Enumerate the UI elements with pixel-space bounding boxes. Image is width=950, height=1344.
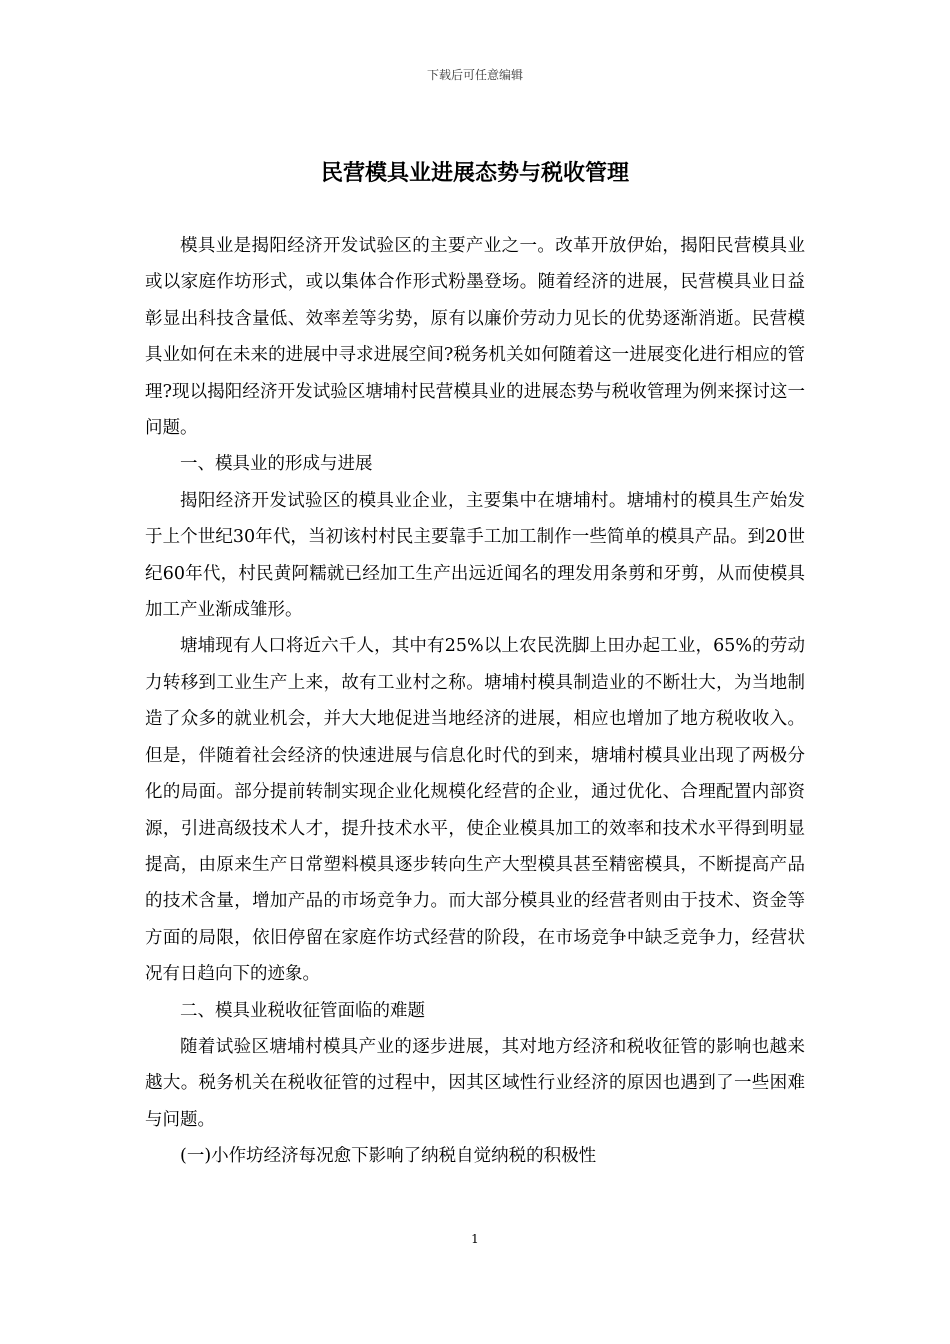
section-heading-2: 二、模具业税收征管面临的难题 [180,1000,425,1021]
paragraph-section-1-a: 揭阳经济开发试验区的模具业企业，主要集中在塘埔村。塘埔村的模具生产始发于上个世纪30年代，当初该村村民主要靠手工加工制作一些简单的模具产品。到20世纪60年代，村民黄阿糯就已经加工生产出远近闻名的理发用条剪和牙剪，从而使模具加工产业渐成雏形。 [145,490,805,621]
paragraph-intro: 模具业是揭阳经济开发试验区的主要产业之一。改革开放伊始，揭阳民营模具业或以家庭作坊形式，或以集体合作形式粉墨登场。随着经济的进展，民营模具业日益彰显出科技含量低、效率差等劣势，原有以廉价劳动力见长的优势逐渐消逝。民营模具业如何在未来的进展中寻求进展空间?税务机关如何随着这一进展变化进行相应的管理?现以揭阳经济开发试验区塘埔村民营模具业的进展态势与税收管理为例来探讨这一问题。 [145,236,805,439]
paragraph-section-2-a: 随着试验区塘埔村模具产业的逐步进展，其对地方经济和税收征管的影响也越来越大。税务机关在税收征管的过程中，因其区域性行业经济的原因也遇到了一些困难与问题。 [145,1036,805,1130]
document-title: 民营模具业进展态势与税收管理 [320,160,629,186]
section-heading-1: 一、模具业的形成与进展 [180,454,373,475]
page-number: 1 [471,1232,479,1246]
subsection-heading-2-1: (一)小作坊经济每况愈下影响了纳税自觉纳税的积极性 [180,1146,597,1167]
document-body [145,228,805,1175]
paragraph-section-1-b: 塘埔现有人口将近六千人，其中有25%以上农民洗脚上田办起工业，65%的劳动力转移到工业生产上来，故有工业村之称。塘埔村模具制造业的不断壮大，为当地制造了众多的就业机会，并大大地促进当地经济的进展，相应也增加了地方税收收入。但是，伴随着社会经济的快速进展与信息化时代的到来，塘埔村模具业出现了两极分化的局面。部分提前转制实现企业化规模化经营的企业，通过优化、合理配置内部资源，引进高级技术人才，提升技术水平，使企业模具加工的效率和技术水平得到明显提高，由原来生产日常塑料模具逐步转向生产大型模具甚至精密模具，不断提高产品的技术含量，增加产品的市场竞争力。而大部分模具业的经营者则由于技术、资金等方面的局限，依旧停留在家庭作坊式经营的阶段，在市场竞争中缺乏竞争力，经营状况有日趋向下的迹象。 [145,636,805,985]
header-note: 下载后可任意编辑 [426,68,523,82]
